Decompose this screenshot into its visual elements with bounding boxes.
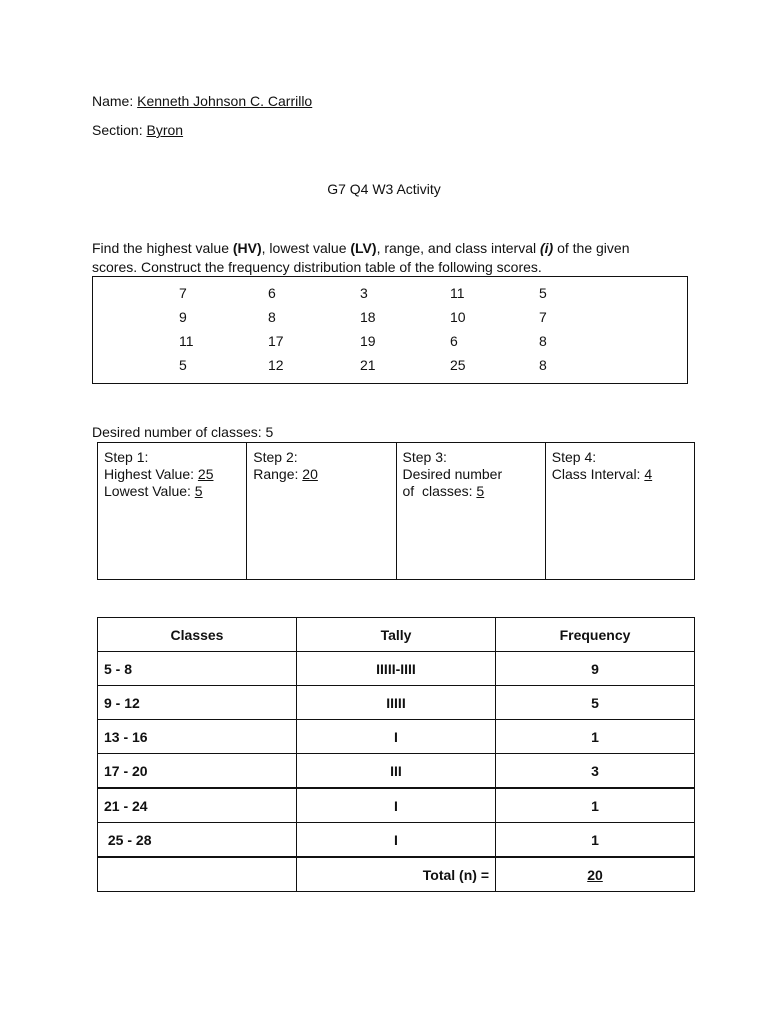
scores-row bbox=[93, 357, 687, 377]
score-cell: 5 bbox=[179, 357, 187, 373]
lv-label: Lowest Value: bbox=[104, 483, 195, 499]
interval-label: Class Interval: bbox=[551, 466, 645, 482]
score-cell: 5 bbox=[539, 285, 547, 301]
desired-classes-text: Desired number of classes: 5 bbox=[92, 424, 274, 440]
frequency-table bbox=[97, 617, 695, 892]
header-frequency: Frequency bbox=[496, 618, 695, 652]
step-4-heading: Step 4: bbox=[551, 449, 597, 465]
step-2-cell bbox=[247, 443, 396, 580]
scores-table bbox=[92, 276, 688, 384]
instr-part3: , range, and class interval bbox=[376, 240, 540, 256]
frequency-cell: 9 bbox=[496, 652, 695, 686]
score-cell: 3 bbox=[360, 285, 368, 301]
tally-cell: I bbox=[297, 823, 496, 858]
step-2-heading: Step 2: bbox=[253, 449, 298, 465]
step-3-line1: Desired number bbox=[402, 466, 503, 482]
instructions-line-2 bbox=[92, 259, 542, 275]
instr-hv: (HV) bbox=[232, 240, 262, 256]
classes-label: of classes: bbox=[402, 483, 477, 499]
score-cell: 12 bbox=[268, 357, 284, 373]
step-4-interval-line bbox=[552, 466, 688, 483]
frequency-cell: 5 bbox=[496, 686, 695, 720]
score-cell: 8 bbox=[268, 309, 276, 325]
name-value: Kenneth Johnson C. Carrillo bbox=[137, 93, 313, 109]
instr-line2: scores. Construct the frequency distribution table of the following scores. bbox=[92, 259, 542, 275]
score-cell: 11 bbox=[179, 333, 194, 349]
frequency-cell: 3 bbox=[496, 754, 695, 789]
range-label: Range: bbox=[253, 466, 303, 482]
tally-cell: III bbox=[297, 754, 496, 789]
class-cell: 25 - 28 bbox=[98, 823, 297, 858]
scores-row bbox=[93, 333, 687, 353]
table-row bbox=[98, 686, 695, 720]
score-cell: 21 bbox=[360, 357, 376, 373]
steps-table bbox=[97, 442, 695, 580]
name-label: Name: bbox=[92, 93, 134, 109]
interval-value: 4 bbox=[644, 466, 653, 482]
freq-header-row bbox=[98, 618, 695, 652]
class-cell: 21 - 24 bbox=[98, 788, 297, 823]
score-cell: 8 bbox=[539, 357, 547, 373]
class-cell: 13 - 16 bbox=[98, 720, 297, 754]
section-value: Byron bbox=[146, 122, 184, 138]
header-tally: Tally bbox=[297, 618, 496, 652]
step-2-range-line bbox=[253, 466, 389, 483]
classes-value: 5 bbox=[476, 483, 485, 499]
table-row bbox=[98, 652, 695, 686]
score-cell: 25 bbox=[450, 357, 466, 373]
score-cell: 6 bbox=[268, 285, 276, 301]
frequency-cell: 1 bbox=[496, 720, 695, 754]
frequency-cell: 1 bbox=[496, 823, 695, 858]
name-line bbox=[92, 93, 312, 109]
step-1-lv-line bbox=[104, 483, 240, 500]
class-cell: 9 - 12 bbox=[98, 686, 297, 720]
score-cell: 8 bbox=[539, 333, 547, 349]
page-title bbox=[0, 181, 768, 197]
instr-lv: (LV) bbox=[350, 240, 377, 256]
step-1-cell bbox=[98, 443, 247, 580]
class-cell: 5 - 8 bbox=[98, 652, 297, 686]
table-row bbox=[98, 754, 695, 789]
hv-value: 25 bbox=[197, 466, 214, 482]
step-1-hv-line bbox=[104, 466, 240, 483]
total-row bbox=[98, 857, 695, 892]
instr-part2: , lowest value bbox=[261, 240, 351, 256]
step-3-heading: Step 3: bbox=[402, 449, 447, 465]
instr-part4: of the given bbox=[553, 240, 630, 256]
tally-cell: I bbox=[297, 720, 496, 754]
total-label: Total (n) = bbox=[297, 857, 496, 892]
table-row bbox=[98, 788, 695, 823]
tally-cell: I bbox=[297, 788, 496, 823]
range-value: 20 bbox=[302, 466, 318, 482]
table-row bbox=[98, 823, 695, 858]
desired-classes-label bbox=[92, 424, 273, 440]
lv-value: 5 bbox=[194, 483, 203, 499]
steps-row bbox=[98, 443, 695, 580]
step-1-heading: Step 1: bbox=[104, 449, 149, 465]
score-cell: 10 bbox=[450, 309, 466, 325]
score-cell: 11 bbox=[450, 285, 465, 301]
section-label: Section: bbox=[92, 122, 143, 138]
tally-cell: IIIII-IIII bbox=[297, 652, 496, 686]
scores-row bbox=[93, 309, 687, 329]
score-cell: 6 bbox=[450, 333, 458, 349]
class-cell: 17 - 20 bbox=[98, 754, 297, 789]
step-4-cell bbox=[545, 443, 694, 580]
total-value-cell bbox=[496, 857, 695, 892]
header-classes: Classes bbox=[98, 618, 297, 652]
instr-i: (i) bbox=[539, 240, 554, 256]
step-3-cell bbox=[396, 443, 545, 580]
total-value: 20 bbox=[587, 866, 603, 883]
table-row bbox=[98, 720, 695, 754]
score-cell: 7 bbox=[539, 309, 547, 325]
title-text: G7 Q4 W3 Activity bbox=[327, 181, 441, 197]
instructions-line-1 bbox=[92, 240, 629, 256]
tally-cell: IIIII bbox=[297, 686, 496, 720]
instr-part1: Find the highest value bbox=[92, 240, 233, 256]
section-line bbox=[92, 122, 183, 138]
step-3-classes-line bbox=[403, 483, 539, 500]
score-cell: 7 bbox=[179, 285, 187, 301]
frequency-cell: 1 bbox=[496, 788, 695, 823]
score-cell: 18 bbox=[360, 309, 376, 325]
scores-row bbox=[93, 285, 687, 305]
score-cell: 9 bbox=[179, 309, 187, 325]
hv-label: Highest Value: bbox=[104, 466, 198, 482]
score-cell: 19 bbox=[360, 333, 376, 349]
score-cell: 17 bbox=[268, 333, 284, 349]
total-empty-cell bbox=[98, 857, 297, 892]
